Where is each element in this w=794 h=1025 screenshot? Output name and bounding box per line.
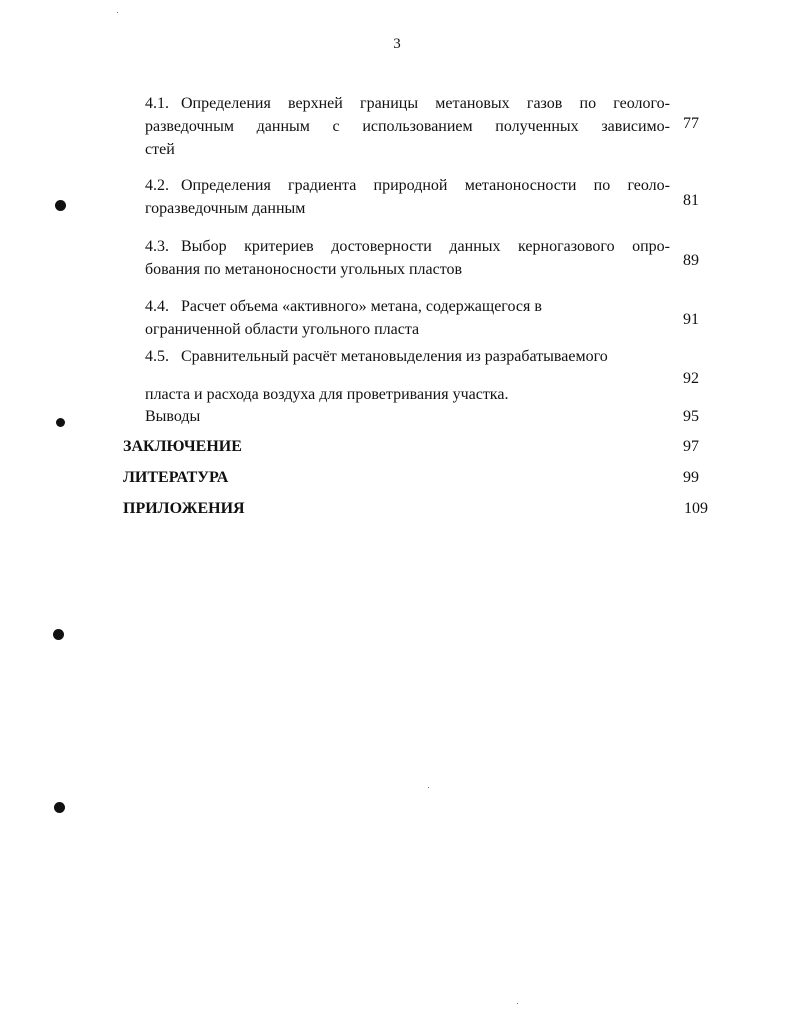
toc-entry-text: стей — [145, 141, 175, 158]
toc-entry-line — [145, 197, 670, 220]
toc-entry-number: 4.3. — [145, 238, 169, 255]
toc-entry-line — [145, 258, 670, 281]
toc-page-ref: 92 — [683, 370, 699, 387]
punch-hole-mark — [53, 629, 64, 640]
scan-speck — [117, 12, 118, 13]
toc-heading-appendices: ПРИЛОЖЕНИЯ — [123, 500, 245, 517]
toc-page-ref: 81 — [683, 192, 699, 209]
toc-entry-4-3 — [145, 235, 670, 281]
toc-entry-4-5 — [145, 338, 670, 414]
toc-entry-line — [145, 138, 670, 161]
toc-entry-line — [145, 295, 670, 318]
toc-entry-text: горазведочным данным — [145, 200, 306, 217]
toc-entry-4-1 — [145, 92, 670, 161]
toc-entry-4-2 — [145, 174, 670, 220]
toc-entry-line — [145, 92, 670, 115]
toc-entry-number: 4.2. — [145, 177, 169, 194]
toc-entry-text: ограниченной области угольного пласта — [145, 321, 420, 338]
toc-entry-number: 4.1. — [145, 95, 169, 112]
scan-speck — [428, 787, 429, 788]
scan-speck — [517, 1003, 518, 1004]
toc-heading-conclusion: ЗАКЛЮЧЕНИЕ — [123, 438, 242, 455]
toc-entry-text: Расчет объема «активного» метана, содержащегося в — [181, 298, 542, 315]
toc-page-ref: 95 — [683, 408, 699, 425]
toc-page-ref: 109 — [684, 500, 708, 517]
toc-entry-text: Выбор критериев достоверности данных керногазового опро- — [181, 238, 670, 255]
toc-page-ref: 99 — [683, 469, 699, 486]
punch-hole-mark — [54, 802, 65, 813]
toc-heading-literature: ЛИТЕРАТУРА — [123, 469, 229, 486]
toc-page-ref: 97 — [683, 438, 699, 455]
toc-entry-number: 4.5. — [145, 348, 169, 365]
toc-entry-line — [145, 235, 670, 258]
toc-entry-text: бования по метаноносности угольных пластов — [145, 261, 463, 278]
toc-conclusions-label: Выводы — [145, 408, 201, 425]
toc-entry-text: Определения градиента природной метаноносности по геоло- — [181, 177, 670, 194]
toc-entry-4-4 — [145, 295, 670, 341]
toc-entry-text: Сравнительный расчёт метановыделения из разрабатываемого — [181, 348, 608, 365]
punch-hole-mark — [55, 200, 66, 211]
toc-page-ref: 91 — [683, 311, 699, 328]
toc-entry-text: разведочным данным с использованием полученных зависимо- — [145, 118, 670, 135]
toc-entry-text: Определения верхней границы метановых газов по геолого- — [181, 95, 670, 112]
toc-page-ref: 77 — [683, 115, 699, 132]
toc-page-ref: 89 — [683, 252, 699, 269]
toc-entry-line — [145, 174, 670, 197]
toc-entry-number: 4.4. — [145, 298, 169, 315]
toc-entry-line — [145, 376, 670, 414]
punch-hole-mark — [56, 418, 65, 427]
toc-entry-text: пласта и расхода воздуха для проветривания участка. — [145, 386, 509, 403]
toc-entry-line — [145, 338, 670, 376]
page-number: 3 — [393, 36, 401, 52]
toc-entry-line — [145, 115, 670, 138]
